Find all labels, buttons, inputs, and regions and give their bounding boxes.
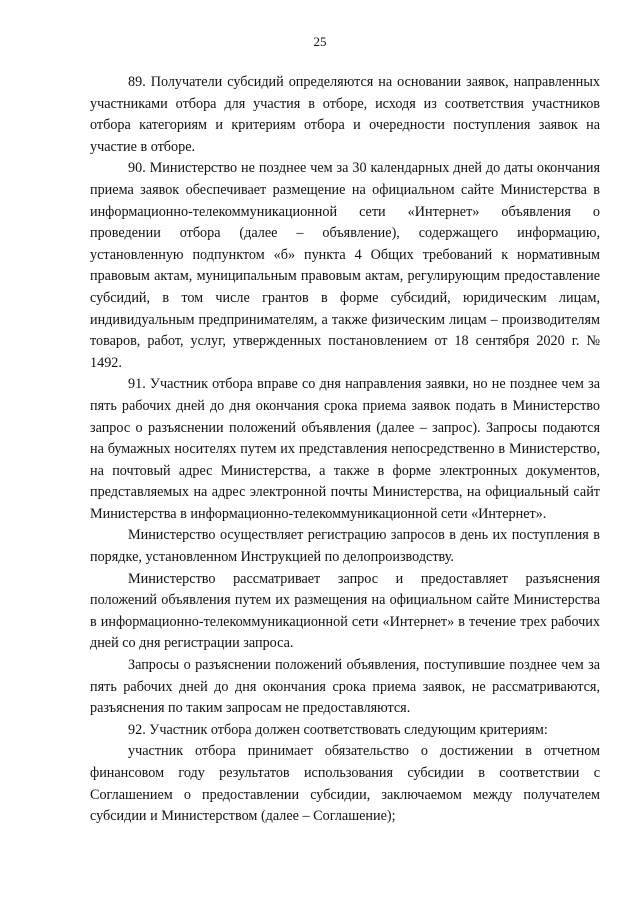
paragraph-92: 92. Участник отбора должен соответствовать следующим критериям:: [128, 721, 548, 738]
paragraph-late-requests: Запросы о разъяснении положений объявления, поступившие позднее чем за пять рабочих дней до дня окончания срока приема заявок, не рассматриваются, разъяснения по таким запросам не предоставляются.: [90, 657, 600, 717]
paragraph-clarification: Министерство рассматривает запрос и предоставляет разъяснения положений объявления путем их размещения на официальном сайте Министерства в информационно-телекоммуникационной сети «Интернет» в течение трех рабочих дней со дня регистрации запроса.: [90, 570, 600, 652]
paragraph-90: 90. Министерство не позднее чем за 30 календарных дней до даты окончания приема заявок обеспечивает размещение на официальном сайте Министерства в информационно-телекоммуникационной сети «Интернет» объявления о проведении отбора (далее – объявление), содержащего информацию, установленную подпунктом «б» пункта 4 Общих требований к нормативным правовым актам, муниципальным правовым актам, регулирующим предоставление субсидий, в том числе грантов в форме субсидий, юридическим лицам, индивидуальным предпринимателям, а также физическим лицам – производителям товаров, работ, услуг, утвержденных постановлением от 18 сентября 2020 г. № 1492.: [90, 160, 600, 371]
paragraph-registration: Министерство осуществляет регистрацию запросов в день их поступления в порядке, установленном Инструкцией по делопроизводству.: [90, 527, 600, 566]
document-body: [90, 72, 600, 828]
paragraph-91: 91. Участник отбора вправе со дня направления заявки, но не позднее чем за пять рабочих дней до дня окончания срока приема заявок подать в Министерство запрос о разъяснении положений объявления (далее – запрос). Запросы подаются на бумажных носителях путем их представления непосредственно в Министерство, на почтовый адрес Министерства, а также в форме электронных документов, представляемых на адрес электронной почты Министерства, на официальный сайт Министерства в информационно-телекоммуникационной сети «Интернет».: [90, 376, 600, 522]
paragraph-89: 89. Получатели субсидий определяются на основании заявок, направленных участниками отбора для участия в отборе, исходя из соответствия участников отбора категориям и критериям отбора и очередности поступления заявок на участие в отборе.: [90, 74, 600, 155]
page-number: 25: [313, 34, 327, 49]
paragraph-criteria-1: участник отбора принимает обязательство о достижении в отчетном финансовом году результатов использования субсидии в соответствии с Соглашением о предоставлении субсидии, заключаемом между получателем субсидии и Министерством (далее – Соглашение);: [90, 743, 600, 825]
